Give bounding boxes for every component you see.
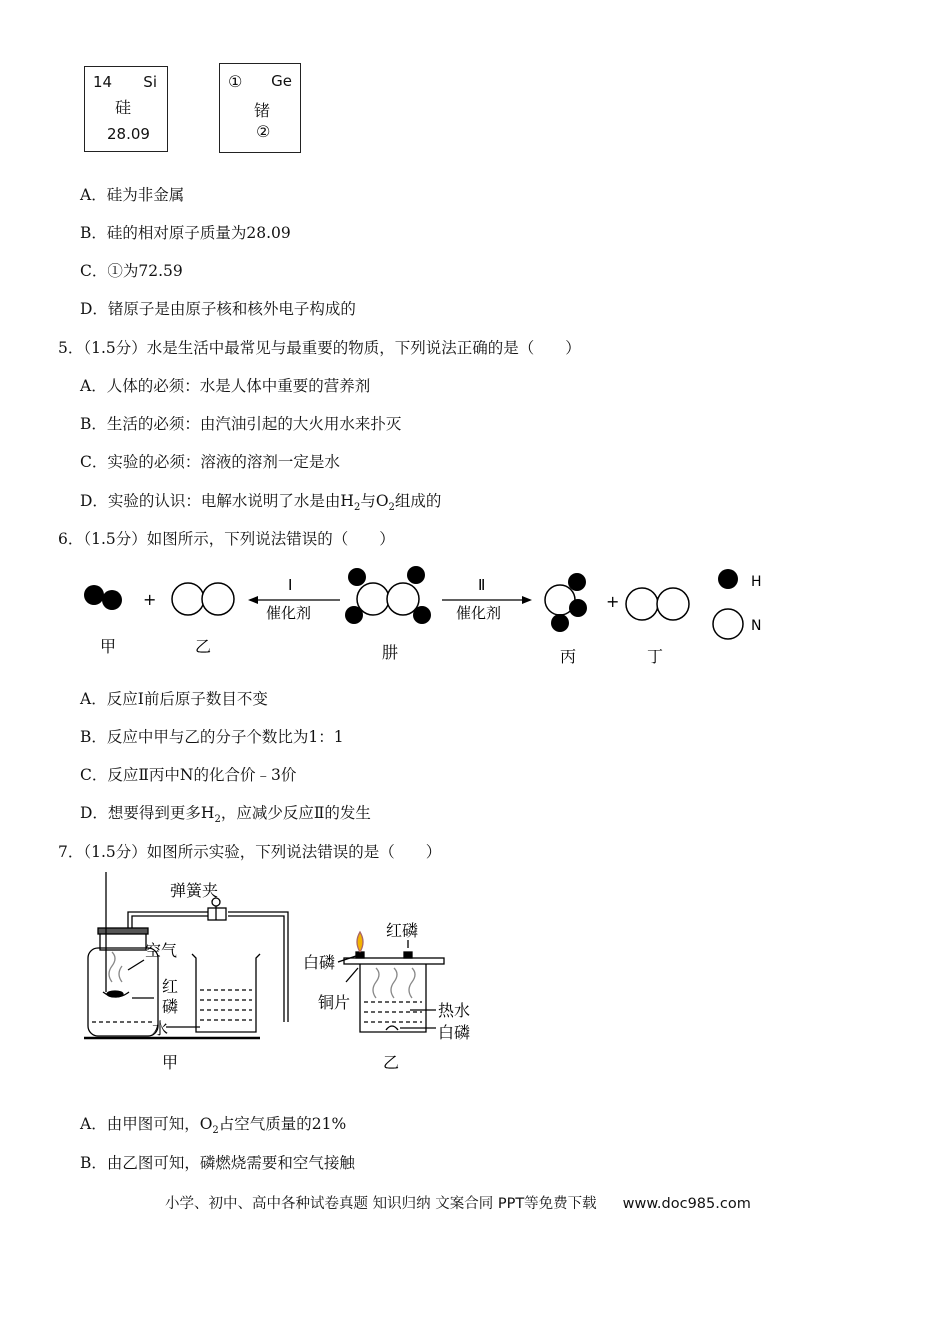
q5-option-c: C．实验的必须：溶液的溶剂一定是水 bbox=[80, 453, 340, 471]
plus-sign: + bbox=[143, 590, 157, 609]
catalyst-label-2: 催化剂 bbox=[456, 604, 502, 622]
label-bing: 丙 bbox=[560, 647, 577, 666]
hot-water-label: 热水 bbox=[438, 1001, 471, 1020]
molecule-jing bbox=[345, 566, 431, 624]
step-1-label: Ⅰ bbox=[288, 576, 293, 594]
molecule-bing bbox=[545, 573, 587, 632]
molecule-jia bbox=[84, 585, 122, 610]
q5-option-a: A．人体的必须：水是人体中重要的营养剂 bbox=[80, 377, 371, 395]
element-box-germanium bbox=[219, 63, 301, 153]
label-jia: 甲 bbox=[162, 1053, 179, 1072]
q6-option-a: A．反应Ⅰ前后原子数目不变 bbox=[80, 690, 268, 708]
molecule-yi bbox=[172, 583, 234, 615]
element-symbol: Si bbox=[143, 73, 157, 91]
q5-stem: 5．（1.5分）水是生活中最常见与最重要的物质，下列说法正确的是（ ） bbox=[58, 339, 581, 357]
q5-option-b: B．生活的必须：由汽油引起的大火用水来扑灭 bbox=[80, 415, 402, 433]
red-phosphorus-top-label: 红磷 bbox=[386, 921, 419, 940]
clamp-label: 弹簧夹 bbox=[170, 881, 219, 900]
element-name: 硅 bbox=[115, 98, 132, 117]
q6-option-c: C．反应Ⅱ丙中N的化合价﹣3价 bbox=[80, 766, 297, 784]
q7-option-a: A．由甲图可知，$O_2$占空气质量的21% bbox=[80, 1115, 347, 1137]
q6-option-d: D．想要得到更多$H_2$，应减少反应Ⅱ的发生 bbox=[80, 804, 371, 826]
footer-text: 小学、初中、高中各种试卷真题 知识归纳 文案合同 PPT等免费下载 bbox=[165, 1196, 597, 1212]
legend-h: H bbox=[751, 574, 762, 590]
q4-option-d: D．锗原子是由原子核和核外电子构成的 bbox=[80, 300, 356, 318]
red-phosphorus-label-1: 红 bbox=[162, 977, 179, 996]
arrow-reaction-2 bbox=[442, 596, 532, 604]
copper-plate-label: 铜片 bbox=[318, 993, 351, 1012]
white-phosphorus-top-label: 白磷 bbox=[303, 953, 336, 972]
q6-stem: 6．（1.5分）如图所示，下列说法错误的（ ） bbox=[58, 530, 395, 548]
q6-option-b: B．反应中甲与乙的分子个数比为1：1 bbox=[80, 728, 344, 746]
air-label: 空气 bbox=[145, 941, 178, 960]
q4-option-b: B．硅的相对原子质量为28.09 bbox=[80, 224, 291, 242]
atomic-number: 14 bbox=[93, 73, 113, 91]
plus-sign-2: + bbox=[606, 592, 620, 611]
label-ding: 丁 bbox=[647, 647, 664, 666]
atomic-mass: ② bbox=[256, 122, 271, 141]
atomic-mass: 28.09 bbox=[107, 125, 150, 143]
catalyst-label-1: 催化剂 bbox=[266, 604, 312, 622]
white-phosphorus-bottom-label: 白磷 bbox=[438, 1023, 471, 1042]
footer-url[interactable]: www.doc985.com bbox=[622, 1196, 751, 1212]
q7-option-b: B．由乙图可知，磷燃烧需要和空气接触 bbox=[80, 1154, 355, 1172]
footer bbox=[165, 1192, 751, 1213]
q5-option-d: D．实验的认识：电解水说明了水是由$H_2$与$O_2$组成的 bbox=[80, 492, 442, 514]
label-jia: 甲 bbox=[100, 637, 117, 656]
red-phosphorus-label-2: 磷 bbox=[162, 997, 179, 1016]
experiment-diagram bbox=[70, 872, 490, 1077]
label-jing: 肼 bbox=[382, 643, 399, 662]
molecule-ding bbox=[626, 588, 689, 620]
legend-n: N bbox=[751, 618, 762, 634]
label-yi: 乙 bbox=[195, 637, 212, 656]
element-symbol: Ge bbox=[271, 72, 292, 90]
apparatus-yi bbox=[338, 932, 444, 1032]
water-label: 水 bbox=[152, 1019, 169, 1038]
element-name: 锗 bbox=[254, 101, 271, 120]
element-box-silicon bbox=[84, 66, 168, 152]
reaction-diagram bbox=[70, 560, 790, 670]
q7-stem: 7．（1.5分）如图所示实验，下列说法错误的是（ ） bbox=[58, 843, 442, 861]
legend bbox=[713, 569, 762, 639]
q4-option-a: A．硅为非金属 bbox=[80, 186, 185, 204]
arrow-reaction-1 bbox=[248, 596, 340, 604]
atomic-number: ① bbox=[228, 72, 243, 91]
q4-option-c: C．①为72.59 bbox=[80, 262, 183, 280]
label-yi: 乙 bbox=[383, 1053, 400, 1072]
step-2-label: Ⅱ bbox=[478, 576, 486, 594]
